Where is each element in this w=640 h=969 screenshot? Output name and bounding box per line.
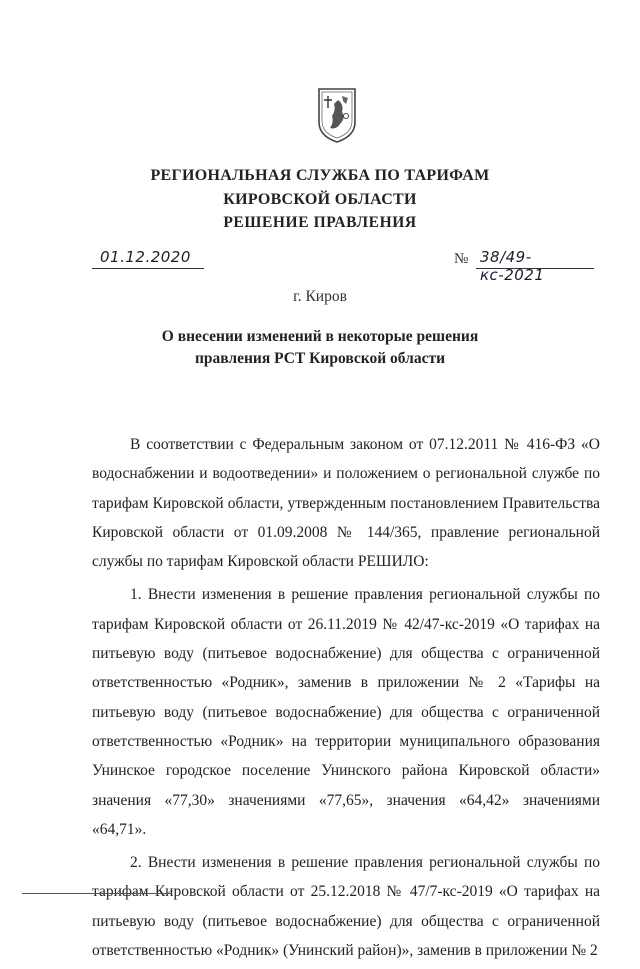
date-field <box>92 248 204 269</box>
decision-title: РЕШЕНИЕ ПРАВЛЕНИЯ <box>223 214 417 231</box>
subject-line2: правления РСТ Кировской области <box>194 350 446 367</box>
coat-of-arms-emblem <box>316 86 358 144</box>
footnote-divider <box>22 893 172 894</box>
number-field <box>476 248 594 284</box>
handwritten-number: 38/49-кс-2021 <box>480 248 545 284</box>
city: г. Киров <box>293 288 347 305</box>
document-body <box>92 430 600 969</box>
number-label: № <box>454 251 469 267</box>
organization-name-line1: РЕГИОНАЛЬНАЯ СЛУЖБА ПО ТАРИФАМ <box>150 167 490 184</box>
handwritten-date: 01.12.2020 <box>100 248 191 266</box>
decision-subject <box>0 326 640 370</box>
item-1-paragraph: 1. Внести изменения в решение правления региональной службы по тарифам Кировской области от 26.11.2019 № 42/47-кс-2019 «О тарифах на питьевую воду (питьевое водоснабжение) для общества с ограниченной ответственностью «Родник», заменив в приложении № 2 «Тарифы на питьевую воду (питьевое водоснабжение) для общества с ограниченной ответственностью «Родник» на территории муниципального образования Унинское городское поселение Унинского района Кировской области» значения «77,30» значениями «77,65», значения «64,42» значениями «64,71». <box>92 586 600 838</box>
organization-name <box>0 164 640 212</box>
preamble-paragraph: В соответствии с Федеральным законом от 07.12.2011 № 416-ФЗ «О водоснабжении и водоотведении» и положением о региональной службе по тарифам Кировской области, утвержденным постановлением Правительства Кировской области от 01.09.2008 № 144/365, правление региональной службы по тарифам Кировской области РЕШИЛО: <box>92 436 600 571</box>
subject-line1: О внесении изменений в некоторые решения <box>161 328 479 345</box>
organization-name-line2: КИРОВСКОЙ ОБЛАСТИ <box>223 191 417 208</box>
item-2-paragraph: 2. Внести изменения в решение правления региональной службы по тарифам Кировской области от 25.12.2018 № 47/7-кс-2019 «О тарифах на питьевую воду (питьевое водоснабжение) для общества с ограниченной ответственностью «Родник» (Унинский район)», заменив в приложении № 2 <box>92 854 600 960</box>
